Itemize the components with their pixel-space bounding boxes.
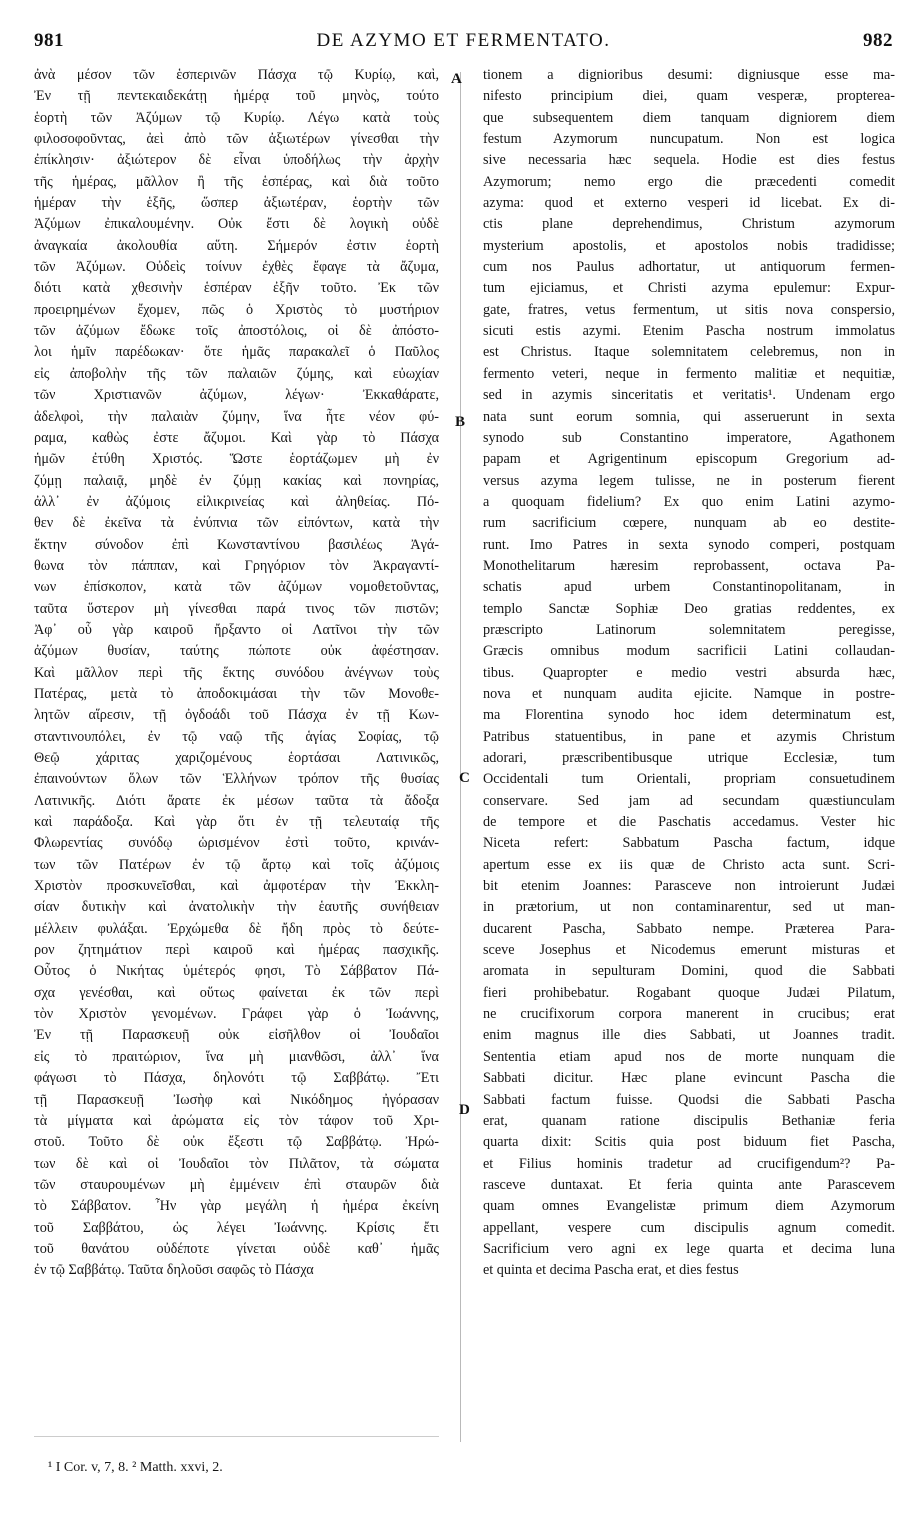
latin-text-line: templo Sanctæ Sophiæ Deo gratias reddentes, ex	[483, 600, 895, 617]
greek-text-line: ἐπίκλησιν· ἀξιώτερον δὲ εἶναι ὑποδήλως τὴν ἀρχὴν	[34, 152, 439, 169]
latin-text-line: et quinta et decima Pascha erat, et dies festus	[483, 1262, 739, 1279]
greek-text-line: Θεῷ χάριτας χαριζομένους ἑορτάσαι Λατινικῶς,	[34, 750, 439, 766]
greek-text-line: Χριστὸν προσκυνεῖσθαι, καὶ ἀμφοτέραν τὴν Ἐκκλη-	[34, 878, 439, 895]
latin-text-line: versus azyma legem tulisse, ne in posterum fierent	[483, 472, 895, 489]
latin-text-line: rum sacrificium cœpere, nunquam ab eo destite-	[483, 515, 895, 532]
column-divider	[460, 72, 461, 1442]
greek-text-line: Λατινικῆς. Διότι ἄρατε ἐκ μέσων ταῦτα τὰ ἄδοξα	[34, 792, 439, 809]
greek-text-line: ἡμέραν τὴν ἑξῆς, ὥσπερ ἀξιωτέραν, ἑορτὴν τῶν	[34, 195, 439, 212]
latin-text-line: et Filius hominis tradetur ad crucifigendum²? Pa-	[483, 1155, 895, 1172]
latin-text-line: sceve Josephus et Nicodemus emerunt misturas et	[483, 942, 895, 959]
footnote-rule	[34, 1436, 439, 1437]
greek-text-line: τὰ μίγματα καὶ ἀρώματα εἰς τὸν τάφον τοῦ Χρι-	[34, 1112, 439, 1129]
latin-text-line: tibus. Quapropter e medio vestri absurda hæc,	[483, 664, 895, 681]
latin-text-line: Græcis omnibus modum sacrificii Latini collaudan-	[483, 643, 895, 660]
latin-text-line: cum nos Paulus adhortatur, ut antiquorum fermen-	[483, 259, 895, 276]
footnote: ¹ I Cor. v, 7, 8. ² Matth. xxvi, 2.	[48, 1460, 223, 1475]
latin-text-line: festum Azymorum nuncupatum. Non est logica	[483, 131, 895, 148]
greek-text-line: φάγωσι τὸ Πάσχα, δηλονότι τῷ Σαββάτῳ. Ἔτι	[34, 1070, 439, 1087]
greek-text-line: θωνα τὸν πάππαν, καὶ Γρηγόριον τὸν Ἀκραγαντί-	[34, 557, 439, 574]
latin-text-line: Sententia etiam apud nos de morte nunquam die	[483, 1048, 895, 1065]
latin-text-line: rasceve duntaxat. Et feria quinta ante Parascevem	[483, 1176, 895, 1193]
greek-text-line: ἀλλ᾽ ἐν ἀζύμοις εἰλικρινείας καὶ ἀληθείας. Πό-	[34, 493, 439, 510]
greek-text-line: τῶν Ἀζύμων. Οὐδεὶς τοίνυν ἐχθὲς ἔφαγε τὰ ἄζυμα,	[34, 259, 439, 276]
greek-text-line: εἰς ἀποβολὴν τῆς τῶν παλαιῶν ζύμης, καὶ εὐωχίαν	[34, 365, 439, 382]
latin-text-line: sed in azymis sinceritatis et veritatis¹. Undenam ergo	[483, 387, 895, 404]
page-number-left: 981	[34, 30, 64, 51]
latin-text-line: ducarent Pascha, Sabbato nempe. Præterea Para-	[483, 920, 895, 937]
greek-text-line: των τῶν Πατέρων ἐν τῷ ἄρτῳ καὶ τοῖς ἀζύμοις	[34, 856, 439, 873]
greek-text-line: στοῦ. Τοῦτο δὲ οὐκ ἔξεστι τῷ Σαββάτῳ. Ἠρώ-	[34, 1134, 439, 1151]
latin-text-line: a quoquam fidelium? Ex quo enim Latini azymo-	[483, 493, 895, 510]
latin-text-line: runt. Imo Patres in sexta synodo comperi, postquam	[483, 536, 895, 553]
margin-letter-b: B	[455, 414, 466, 430]
greek-text-line: εἰς τὸ πραιτώριον, ἵνα μὴ μιανθῶσι, ἀλλ᾽ ἵνα	[34, 1048, 439, 1065]
latin-text-line: mysterium apostolis, et apostolos nobis tradidisse;	[483, 237, 895, 254]
greek-text-line: Ἐν τῇ Παρασκευῇ οὐκ εἰσῆλθον οἱ Ἰουδαῖοι	[34, 1027, 439, 1044]
greek-text-line: τὸν Χριστὸν γενομένων. Γράφει γὰρ ὁ Ἰωάννης,	[34, 1006, 439, 1023]
latin-text-line: que subsequentem diem tanquam digniorem diem	[483, 109, 895, 126]
running-title: DE AZYMO ET FERMENTATO.	[316, 30, 611, 51]
greek-text-line: Ἐν τῇ πεντεκαιδεκάτῃ ἡμέρᾳ τοῦ μηνὸς, τούτο	[34, 88, 439, 105]
greek-text-line: ἕκτην σύνοδον ἐπὶ Κωνσταντίνου βασιλέως Ἀγά-	[34, 536, 439, 553]
latin-text-line: fermento veteri, neque in fermento malitiæ et nequitiæ,	[483, 365, 895, 382]
greek-text-line: λοι ἡμῖν παρέδωκαν· ὅτε ἡμᾶς παρακαλεῖ ὁ Παῦλος	[34, 344, 439, 361]
latin-column	[483, 65, 895, 1282]
latin-text-line: gate, fratres, vetus fermentum, ut sitis nova conspersio,	[483, 301, 895, 318]
greek-text-line: ἐν τῷ Σαββάτῳ. Ταῦτα δηλοῦσι σαφῶς τὸ Πάσχα	[34, 1262, 314, 1279]
latin-text-line: sicuti estis azymi. Etenim Pascha nostrum immolatus	[483, 323, 895, 340]
greek-text-line: τῶν ἀζύμων ἔδωκε τοῖς ἀποστόλοις, οἱ δὲ ἀπόστο-	[34, 323, 439, 340]
greek-text-line: ἐπαινούντων ὅλων τῶν Ἑλλήνων τρόπον τῆς θυσίας	[34, 771, 439, 788]
latin-text-line: fieri prohibebatur. Rogabant quoque Judæi Pilatum,	[483, 984, 895, 1001]
page-number-right: 982	[863, 30, 893, 51]
greek-text-line: σίαν δυτικὴν καὶ ἀνατολικὴν τὴν ἑαυτῆς συνήθειαν	[34, 899, 439, 916]
greek-text-line: τὸ Σάββατον. Ἦν γὰρ μεγάλη ἡ ἡμέρα ἐκείνη	[34, 1198, 439, 1215]
margin-letter-d: D	[459, 1102, 470, 1118]
latin-text-line: appellant, vespere cum discipulis agnum comedit.	[483, 1219, 895, 1236]
greek-text-line: Πατέρας, μετὰ τὸ ἀποδοκιμάσαι τὴν τῶν Μονοθε-	[34, 685, 439, 702]
greek-text-line: ἀναγκαία ἀκολουθία αὕτη. Σήμερόν ἐστιν ἑορτὴ	[34, 237, 439, 254]
page-header	[34, 30, 893, 62]
greek-text-line: των δὲ καὶ οἱ Ἰουδαῖοι τὸν Πιλᾶτον, τὰ σώματα	[34, 1155, 439, 1172]
latin-text-line: de tempore et die Paschatis accedamus. Vester hic	[483, 814, 895, 831]
greek-text-line: καὶ παράδοξα. Καὶ γὰρ ὅτι ἐν τῇ τελευταίᾳ τῆς	[34, 814, 439, 831]
greek-text-line: τοῦ θανάτου οὐδέποτε γίνεται οὐδὲ καθ᾽ ἡμᾶς	[34, 1240, 439, 1257]
latin-text-line: Niceta refert: Sabbatum Pascha factum, idque	[483, 835, 895, 852]
latin-text-line: enim magnus ille dies Sabbati, ut Joannes tradit.	[483, 1027, 895, 1044]
greek-text-line: τῇ Παρασκευῇ Ἰωσὴφ καὶ Νικόδημος ἠγόρασαν	[34, 1091, 439, 1108]
latin-text-line: nifesto principium diei, quam vesperæ, propterea-	[483, 88, 895, 105]
greek-text-line: ἑορτὴ τῶν Ἀζύμων τῷ Κυρίῳ. Λέγω κατὰ τοὺς	[34, 109, 439, 126]
latin-text-line: quarta dixit: Scitis quia post biduum fiet Pascha,	[483, 1134, 895, 1151]
greek-text-line: ἀνὰ μέσον τῶν ἑσπερινῶν Πάσχα τῷ Κυρίῳ, καὶ,	[34, 67, 439, 83]
greek-text-line: τῆς ἡμέρας, μᾶλλον ἢ τῆς ἑσπέρας, καὶ διὰ τοῦτο	[34, 173, 439, 190]
margin-letter-c: C	[459, 770, 470, 786]
greek-text-line: μέλλειν φυλάξαι. Ἐρχώμεθα δὲ ἤδη πρὸς τὸ δεύτε-	[34, 920, 439, 937]
greek-text-line: διότι κατὰ χθεσινὴν ἑσπέραν ἐξῆν τοῦτο. Ἐκ τῶν	[34, 280, 439, 297]
latin-text-line: erat, quanam ratione discipulis Bethaniæ feria	[483, 1112, 895, 1129]
greek-text-line: Ἀφ᾽ οὗ γὰρ καιροῦ ἤρξαντο οἱ Λατῖνοι τὴν τῶν	[34, 621, 439, 638]
greek-text-line: Φλωρεντίας συνόδῳ ὡρισμένον ἐστὶ τοῦτο, κρινάν-	[34, 835, 439, 852]
latin-text-line: est Christus. Itaque solemnitatem celebremus, non in	[483, 344, 895, 361]
latin-text-line: præscripto Latinorum solemnitatem peregisse,	[483, 621, 895, 638]
latin-text-line: tionem a dignioribus desumi: digniusque esse ma-	[483, 67, 895, 83]
greek-text-line: τῶν Χριστιανῶν ἀζύμων, λέγων· Ἐκκαθάρατε,	[34, 387, 439, 404]
latin-text-line: ne crucifixorum corpora manerent in crucibus; erat	[483, 1006, 895, 1023]
latin-text-line: nova et nunquam audita ejicite. Namque in postre-	[483, 685, 895, 702]
latin-text-line: Azymorum; nemo ergo die præcedenti comedit	[483, 173, 895, 190]
greek-text-line: Ἀζύμων ἐπικαλουμένην. Οὐκ ἔστι δὲ λογικὴ οὐδὲ	[34, 216, 439, 233]
greek-text-line: ρον ζητημάτιον περὶ καιροῦ καὶ ἡμέρας πασχικῆς.	[34, 942, 439, 959]
greek-text-line: ἀζύμων θυσίαν, ταύτης πώποτε οὐκ ἀφέστησαν.	[34, 643, 439, 660]
greek-text-line: ἀδελφοὶ, τὴν παλαιὰν ζύμην, ἵνα ἦτε νέον φύ-	[34, 408, 439, 425]
latin-text-line: azyma: quod et externo vesperi id licebat. Ex di-	[483, 195, 895, 212]
greek-text-line: σχα γενέσθαι, καὶ οὕτως φαίνεται ἐκ τῶν περὶ	[34, 984, 439, 1001]
latin-text-line: Occidentali tum Orientali, propriam consuetudinem	[483, 771, 895, 788]
latin-text-line: conservare. Sed jam ad secundam quæstiunculam	[483, 792, 895, 809]
latin-text-line: in prætorium, ut non contaminarentur, sed ut man-	[483, 899, 895, 916]
greek-text-line: ραμα, καθὼς ἐστε ἄζυμοι. Καὶ γὰρ τὸ Πάσχα	[34, 429, 439, 446]
greek-text-line: νων ἐπίσκοπον, κατὰ τῶν ἀζύμων νομοθετοῦντας,	[34, 579, 439, 596]
latin-text-line: adorari, præscribentibusque utrique Ecclesiæ, tum	[483, 750, 895, 766]
latin-text-line: quam omnes Evangelistæ primum diem Azymorum	[483, 1198, 895, 1215]
latin-text-line: Sacrificium vero agni ex lege quarta et decima luna	[483, 1240, 895, 1257]
greek-text-line: Καὶ μᾶλλον περὶ τῆς ἕκτης συνόδου ἀνέγνων τοὺς	[34, 664, 439, 681]
latin-text-line: Monothelitarum hæresim reprobassent, octava Pa-	[483, 557, 895, 574]
latin-text-line: Patribus statuentibus, in pane et azymis Christum	[483, 728, 895, 745]
latin-text-line: Sabbati factum fuisse. Quodsi die Sabbati Pascha	[483, 1091, 895, 1108]
greek-text-line: Οὗτος ὁ Νικήτας ὑμέτερός φησι, Τὸ Σάββατον Πά-	[34, 963, 439, 980]
greek-text-line: τοῦ Σαββάτου, ὡς λέγει Ἰωάννης. Κρίσις ἔτι	[34, 1219, 439, 1236]
latin-text-line: apertum esse ex iis quæ de Christo acta sunt. Scri-	[483, 856, 895, 873]
latin-text-line: sive necessaria hæc sequela. Hodie est dies festus	[483, 152, 895, 169]
latin-text-line: schatis apud urbem Constantinopolitanam, in	[483, 579, 895, 596]
latin-text-line: papam et Agrigentinum episcopum Gregorium ad-	[483, 451, 895, 468]
latin-text-line: aromata in sepulturam Domini, quod die Sabbati	[483, 963, 895, 980]
latin-text-line: ma Florentina synodo hoc idem determinatum est,	[483, 707, 895, 724]
greek-text-line: τῶν σταυρουμένων μὴ ἐμμένειν ἐπὶ σταυρῶν διὰ	[34, 1176, 439, 1193]
greek-text-line: φιλοσοφοῦντας, ἀεὶ ἀπὸ τῶν ἀξιωτέρων γίνεσθαι τὴν	[34, 131, 439, 148]
latin-text-line: Sabbati dicitur. Hæc plane evincunt Pascha die	[483, 1070, 895, 1087]
latin-text-line: bit etenim Joannes: Parasceve non introierunt Judæi	[483, 878, 895, 895]
greek-text-line: λητῶν αἵρεσιν, τῇ ὀγδοάδι τοῦ Πάσχα ἐν τῇ Κων-	[34, 707, 439, 724]
greek-text-line: σταντινουπόλει, ἐν τῷ ναῷ τῆς ἁγίας Σοφίας, τῷ	[34, 728, 439, 745]
latin-text-line: ctis plane deprehendimus, Christum azymorum	[483, 216, 895, 233]
latin-text-line: tum ejiciamus, et Christi azyma epulemur: Expur-	[483, 280, 895, 297]
latin-text-line: nata sunt eorum somnia, qui asseruerunt in sexta	[483, 408, 895, 425]
latin-text-line: synodo sub Constantino imperatore, Agathonem	[483, 429, 895, 446]
greek-text-line: ζύμῃ παλαιᾷ, μηδὲ ἐν ζύμῃ κακίας καὶ πονηρίας,	[34, 472, 439, 489]
greek-column	[34, 65, 439, 1282]
greek-text-line: προειρημένων ἔχομεν, πῶς ὁ Χριστὸς τὸ μυστήριον	[34, 301, 439, 318]
greek-text-line: θεν δὲ ἐκεῖνα τὰ ἐνύπνια τῶν εἰπόντων, κατὰ τὴν	[34, 515, 439, 532]
greek-text-line: ἡμῶν ἐτύθη Χριστός. Ὥστε ἑορτάζωμεν μὴ ἐν	[34, 451, 439, 468]
greek-text-line: ταῦτα ὕστερον μὴ γίνεσθαι παρά τινος τῶν πιστῶν;	[34, 600, 439, 617]
margin-letter-a: A	[451, 71, 462, 87]
